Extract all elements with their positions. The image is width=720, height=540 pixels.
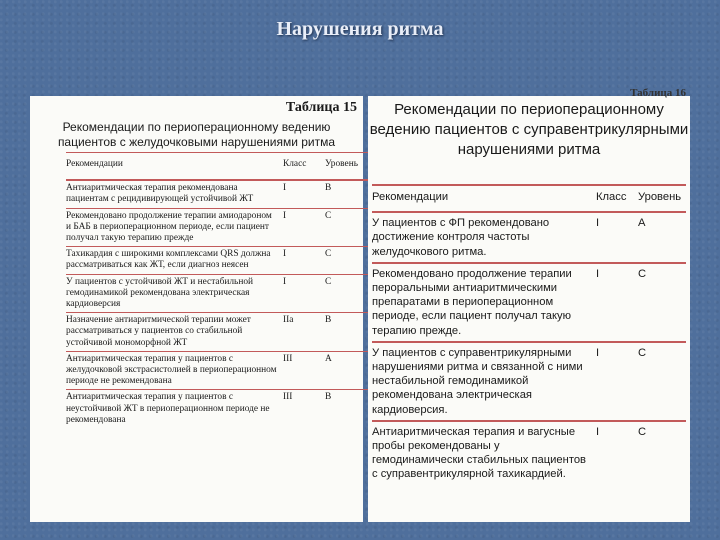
table-label-cut: Таблица 16 [630,87,686,99]
row-level: B [325,315,332,326]
row-class: I [283,210,287,221]
table-title [30,120,363,150]
header-level: Уровень [325,159,359,169]
row-level: C [325,210,332,221]
table-row [372,341,686,420]
header-recommendations: Рекомендации [66,159,123,169]
table-row [66,208,388,247]
row-level: A [325,353,332,364]
row-level: A [638,217,646,230]
header-recommendations: Рекомендации [372,191,449,203]
slide-title: Нарушения ритма [276,18,444,40]
row-class: III [283,353,293,364]
row-recommendation: Антиаритмическая терапия рекомендована пациентам с рецидивирующей устойчивой ЖТ [66,183,254,205]
row-class: IIa [283,315,294,326]
recommendations-table [66,152,388,428]
row-level: C [638,425,647,438]
row-recommendation: У пациентов с ФП рекомендовано достижение контроля частоты желудочкового ритма. [372,217,550,258]
row-level: C [638,346,647,359]
row-recommendation: Антиаритмическая терапия у пациентов с неустойчивой ЖТ в периоперационном периоде не рекомендована [66,392,270,425]
row-level: C [638,267,647,280]
header-class: Класс [596,191,627,203]
row-class: I [283,249,287,260]
row-level: B [325,183,332,194]
table-title-line: Рекомендации по периоперационному ведению [62,120,331,134]
table-row [66,389,388,428]
row-recommendation: Рекомендовано продолжение терапии пероральными антиаритмическими препаратами в периоперационном периоде, если пациент получал такую терапию прежде. [372,267,572,337]
row-recommendation: Тахикардия с широкими комплексами QRS должна рассматриваться как ЖТ, если диагноз неясен [66,249,271,271]
header-level: Уровень [638,191,682,203]
row-level: C [325,276,332,287]
row-recommendation: Рекомендовано продолжение терапии амиодароном и БАБ в периоперационном периоде, если пациент получал такую терапию прежде [66,210,272,244]
table-title-line: Рекомендации по периоперационному [394,101,664,118]
supraventricular-arrhythmia-table-image [368,87,690,522]
table-title-line: нарушениями ритма [457,141,601,158]
table-header-row [372,184,686,211]
table-row [372,420,686,485]
recommendations-table [372,184,686,485]
row-recommendation: Назначение антиаритмической терапии может рассматриваться у пациентов со стабильной устойчивой мономорфной ЖТ [66,315,251,348]
table-title [368,100,690,160]
row-class: III [283,392,293,403]
table-title-line: ведению пациентов с суправентрикулярными [369,121,689,138]
row-level: B [325,392,332,403]
row-level: C [325,249,332,260]
row-class: I [596,425,600,438]
table-row [66,246,388,273]
table-row [372,211,686,262]
table-header-row [66,152,388,180]
row-recommendation: Антиаритмическая терапия и вагусные пробы рекомендованы у гемодинамически стабильных пациентов с суправентрикулярной тахикардией. [372,425,586,481]
table-row [66,351,388,390]
row-class: I [283,276,287,287]
row-recommendation: Антиаритмическая терапия у пациентов с желудочковой экстрасистолией в периоперационном периоде не рекомендована [66,353,277,387]
ventricular-arrhythmia-table-image [30,96,363,522]
row-recommendation: У пациентов с суправентрикулярными нарушениями ритма и связанной с ними нестабильной гемодинамикой рекомендована электрическая кардиоверсия. [372,346,583,416]
table-row [66,312,388,351]
table-row [66,180,388,207]
header-class: Класс [283,159,307,169]
table-row [66,274,388,313]
row-class: I [596,346,600,359]
row-class: I [283,183,287,194]
row-class: I [596,217,600,230]
row-class: I [596,267,600,280]
row-recommendation: У пациентов с устойчивой ЖТ и нестабильной гемодинамикой рекомендована электрическая кардиоверсия [66,276,254,310]
table-label: Таблица 15 [285,100,357,115]
table-row [372,262,686,341]
table-title-line: пациентов с желудочковыми нарушениями ритма [57,135,336,149]
